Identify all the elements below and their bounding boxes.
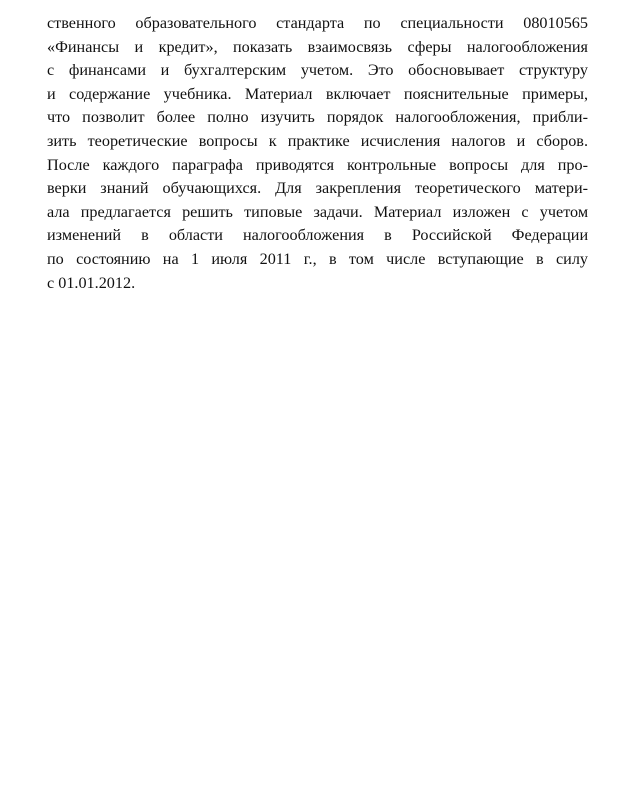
text-line: ственного образовательного стандарта по специальности 08010565 bbox=[47, 14, 588, 32]
text-line: изменений в области налогообложения в Российской Федерации bbox=[47, 226, 589, 245]
text-line: и содержание учебника. Материал включает пояснительные примеры, bbox=[47, 84, 588, 103]
text-line: по состоянию на 1 июля 2011 г., в том числе вступающие в силу bbox=[47, 249, 588, 268]
body-paragraph bbox=[47, 12, 588, 295]
text-line: «Финансы и кредит», показать взаимосвязь сферы налогообложения bbox=[47, 37, 588, 56]
document-page bbox=[47, 12, 588, 295]
text-line: зить теоретические вопросы к практике исчисления налогов и сборов. bbox=[47, 131, 588, 150]
text-line: верки знаний обучающихся. Для закрепления теоретического матери- bbox=[47, 179, 588, 198]
text-line: После каждого параграфа приводятся контрольные вопросы для про- bbox=[47, 155, 588, 174]
text-line-last: с 01.01.2012. bbox=[47, 273, 136, 292]
text-line: что позволит более полно изучить порядок налогообложения, прибли- bbox=[47, 108, 588, 127]
text-line: с финансами и бухгалтерским учетом. Это обосновывает структуру bbox=[47, 61, 588, 80]
text-line: ала предлагается решить типовые задачи. Материал изложен с учетом bbox=[47, 202, 589, 221]
